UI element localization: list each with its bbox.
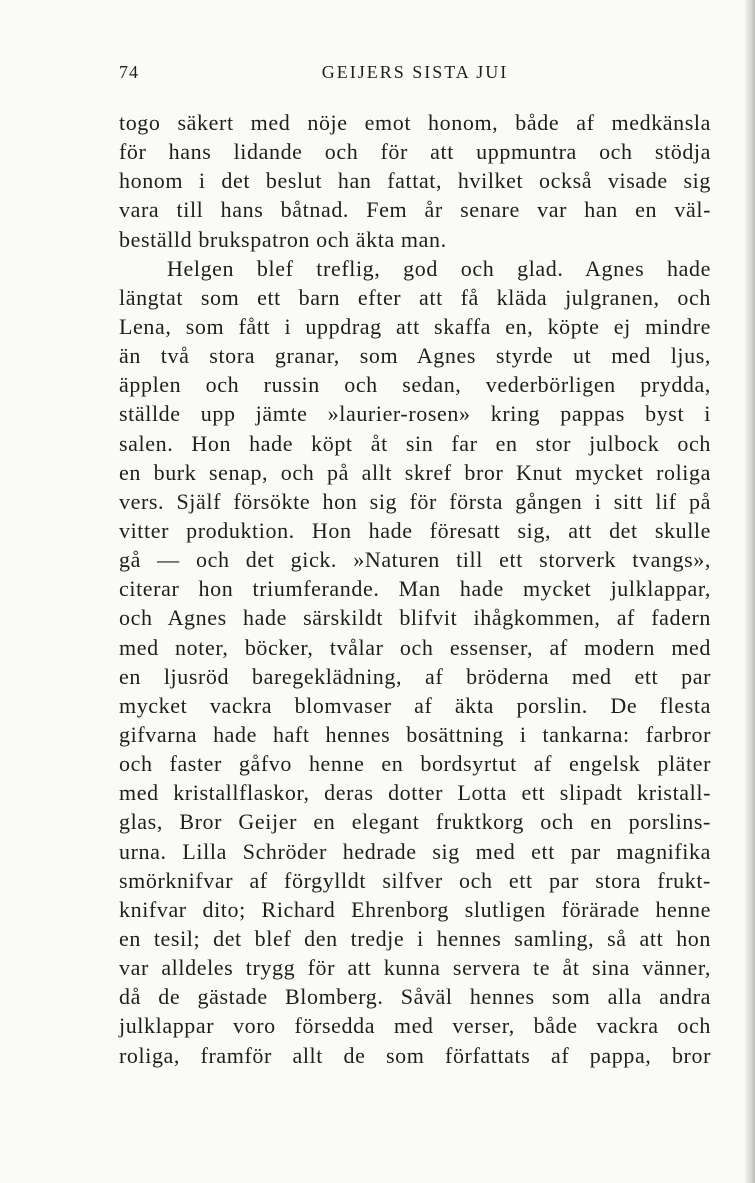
- page-edge: [745, 0, 755, 1183]
- text-line: än två stora granar, som Agnes styrde ut med ljus,: [119, 343, 711, 369]
- body-text: [119, 108, 711, 1070]
- text-line: mycket vackra blomvaser af äkta porslin. De flesta: [119, 692, 711, 718]
- text-line: togo säkert med nöje emot honom, både af medkänsla: [119, 110, 711, 135]
- text-line: vara till hans båtnad. Fem år senare var han en väl-: [119, 197, 711, 223]
- text-line: en ljusröd baregeklädning, af bröderna med ett par: [119, 663, 711, 689]
- text-line: gifvarna hade haft hennes bosättning i tankarna: farbror: [119, 721, 711, 747]
- text-line: var alldeles trygg för att kunna servera te åt sina vänner,: [119, 955, 711, 981]
- text-line: med kristallflaskor, deras dotter Lotta ett slipadt kristall-: [119, 780, 711, 806]
- text-line: Lena, som fått i uppdrag att skaffa en, köpte ej mindre: [119, 313, 711, 339]
- text-line: för hans lidande och för att uppmuntra och stödja: [119, 139, 711, 165]
- page-header: [119, 62, 711, 86]
- text-line: roliga, framför allt de som författats af pappa, bror: [119, 1042, 711, 1068]
- text-line: knifvar dito; Richard Ehrenborg slutligen förärade henne: [119, 896, 711, 922]
- text-line: vitter produktion. Hon hade föresatt sig, att det skulle: [119, 517, 711, 543]
- text-line: då de gästade Blomberg. Såväl hennes som alla andra: [119, 984, 711, 1010]
- text-line: och Agnes hade särskildt blifvit ihågkommen, af fadern: [119, 605, 711, 631]
- text-line: honom i det beslut han fattat, hvilket också visade sig: [119, 168, 711, 194]
- text-line: salen. Hon hade köpt åt sin far en stor julbock och: [119, 430, 711, 456]
- text-line: och faster gåfvo henne en bordsyrtut af engelsk pläter: [119, 751, 711, 777]
- text-line: ställde upp jämte »laurier-rosen» kring pappas byst i: [119, 401, 711, 427]
- text-line: smörknifvar af förgylldt silfver och ett par stora frukt-: [119, 867, 711, 893]
- text-line: med noter, böcker, tvålar och essenser, af modern med: [119, 634, 711, 660]
- text-line: längtat som ett barn efter att få kläda julgranen, och: [119, 284, 711, 310]
- text-line: en tesil; det blef den tredje i hennes samling, så att hon: [119, 925, 711, 951]
- text-line: Helgen blef treflig, god och glad. Agnes hade: [167, 255, 711, 281]
- text-line: beställd brukspatron och äkta man.: [119, 226, 447, 252]
- text-line: julklappar voro försedda med verser, både vackra och: [119, 1013, 711, 1039]
- running-title: GEIJERS SISTA JUI: [321, 62, 509, 82]
- page-number: 74: [119, 62, 139, 82]
- text-line: en burk senap, och på allt skref bror Knut mycket roliga: [119, 459, 711, 485]
- text-line: glas, Bror Geijer en elegant fruktkorg och en porslins-: [119, 809, 711, 835]
- text-line: äpplen och russin och sedan, vederbörligen prydda,: [119, 372, 711, 398]
- text-line: urna. Lilla Schröder hedrade sig med ett par magnifika: [119, 838, 711, 864]
- text-line: citerar hon triumferande. Man hade mycket julklappar,: [119, 576, 711, 602]
- text-line: vers. Själf försökte hon sig för första gången i sitt lif på: [119, 488, 711, 514]
- text-line: gå — och det gick. »Naturen till ett storverk tvangs»,: [119, 547, 711, 573]
